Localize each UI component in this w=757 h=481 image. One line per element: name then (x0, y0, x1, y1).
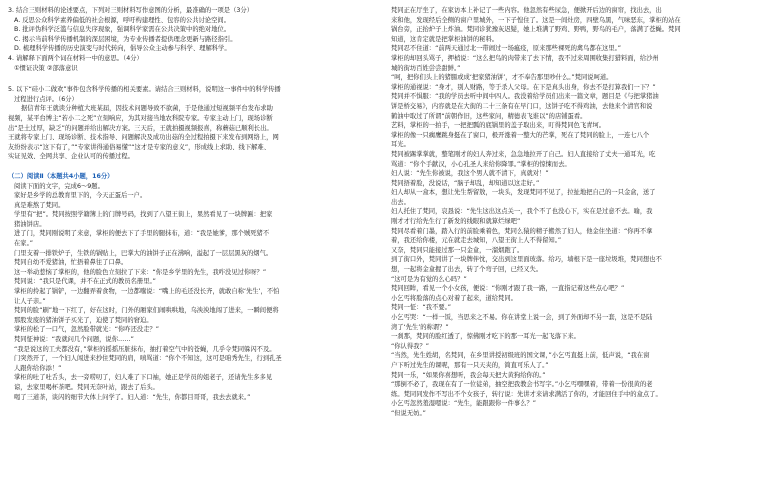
text-line: 锅台旁，正抬炉子上炸油。梵同诊犹豫灰迟疑，她上堆满了野鸡、野鸭，野鸟的毛户，落满了苍蝇。梵同 (391, 26, 681, 34)
text-line: 来和他，发现经后全侧的窗户里城外，一下子惶住了。这是一间灶房，四壁乌黑，气味恶东，掌柜的站在 (391, 16, 681, 24)
text-line: “当然，先生姓胡，名梵同，在乡里讲授初级班的国文课，”小乞丐直挺上前，低声说，“我在窗 (391, 352, 650, 360)
text-line: 知道，这肯定就是把掌柜油饼的秘料。 (391, 35, 499, 43)
text-line: “那倒不必了，我现在有了一位徒弟，抽空把我教会书写字。”小乞丐嘿嘿着，带着一份很黄的老 (391, 381, 653, 389)
text-line: 梵同捂着脸，没说话，“脑子却乱，却知道以这走好。” (391, 179, 540, 187)
text-line: 王就将专家上门、现场诊断、技术指导、问题解决及成功出菇的全过程拍摄下来发布到网络上，网 (8, 134, 279, 142)
question-4-stem: 4. 请解释下面两个词在材料一中的意思。（4分） (8, 54, 143, 62)
text-line: 骂道：“你个手献汉，小心孔圣人来给你降罪。”掌柜的惊悚而去。 (391, 160, 571, 168)
text-line: 小乞丐忽然羞湿嗯说：“先生，能跟跟你一件事么？” (391, 400, 537, 408)
text-line: 这一举动惹恼了掌柜的，他的脸色立刻拉了下来：“你是乡学里的先生，我咋没见过你呀？” (14, 268, 267, 276)
text-line: 梵同忍不住道：“前两天通过北一带闹过一场瘟疫，原来那些裸死的禽鸟都在这里。” (391, 45, 622, 53)
text-line: 妇人托住了梵同，哀恳说：“先生这出这点关一，我个不了也没心下，实在是过意不去。喻，我 (391, 208, 653, 216)
text-line: 想，一起将金盒握了出去，转了个弯子回，已经又失。 (391, 266, 543, 274)
text-line: 梵同并不惧服：“我的学员去听中间中四人。我没着给学员们出来一篇文章，题目是《与把掌猪油 (391, 93, 659, 101)
text-line: “呵，把你们头上的猪腸或成‘把家猪油饼’，才不奉告那里吵什么。”梵同说呵道。 (391, 74, 613, 82)
text-line: 一刹那，梵同的脸红透了，惊佛刚才吃下的那一耳光一起飞落下来。 (391, 333, 580, 341)
left-column (8, 6, 373, 402)
text-line: 掌柜的却回头骂子，押梢说：“这么把鸟的肉带来了去下情，我不过来周围收集打猎料面，给沙州 (391, 54, 659, 62)
question-4-items: ①惯证决策 ②部落意识 (14, 64, 78, 72)
text-line: 那股发废的猪油饼子买光了，迫使了梵同的窘迫。 (14, 316, 153, 324)
text-line: 小乞丐哭：“一样一饭，当思来之不易。你在讲堂上说一会，到了外面却不另一套，这是不是陆 (391, 314, 653, 321)
text-line: 梵同回眸，看见一个小女孩，便说：“你刚才跟了我一路，一直指记着这些点心吧？” (391, 285, 625, 293)
text-line: 梵同自幼不爱猪油，忙捂着鼻往了口鼻。 (14, 259, 128, 267)
text-line: “这可是为有觉的么心吗？” (391, 275, 467, 283)
text-line: 猪油饼店。 (14, 220, 46, 228)
text-line: 人跟你给你添！” (14, 364, 62, 372)
text-line: 实证见效、全网共享、企业认可的传播过程。 (8, 153, 134, 161)
text-line: 梵同被踢掌掌就，整笔刚才的妇人奔过来，急急地拉开了自己。妇人直接给了丈夫一通耳光，吃 (391, 150, 656, 158)
story-subtitle-2: 真是难熬了梵同。 (14, 201, 65, 209)
text-line: 视频，某平台博主“若小二之死”立刻响应，为其对接当地农科院专家。专家主动上门，现场诊断 (8, 114, 273, 122)
question-3-option-a: A. 反思公众科学素养偏低的社会根源，呼吁构建理性、包容的公共讨论空间。 (14, 16, 230, 24)
question-5-stem-cont: 过程进行点评。（6分） (14, 95, 78, 103)
text-line: 妇人说：“先生你被说，我这个男人就不清下，真就对！” (391, 170, 549, 178)
text-line: 艺料，掌柜的一拍手，一把把瓢的底锅里的盖子取出来，叮得梵同色飞青坷。 (391, 122, 606, 130)
text-line: 掌柜的吐了吐舌头，去一旁唠叨了，妇人难了下口袖，她正是学员的姐老子，还请先生多多见 (14, 374, 273, 382)
text-line: 户下听过先生的课呢，那有一只天夹的，简直可乐人了。” (391, 361, 549, 369)
text-line: 掌柜的通视说：“身才，别人财路，等于杀人父母。在下是真头出身，你去不是打算我们一下？” (391, 83, 656, 91)
question-5-stem: 5. 以下“硅小二做欢”事件包含科学传播的相关要素。请结合三则材料，说明这一事件中的科学传播 (8, 86, 281, 94)
text-line: 妇人却从一盒本，想让先生帮留敖，一块头，发现梵同不见了，拉扯地把自己的一只金盒，送了 (391, 189, 656, 197)
text-line: 梵同怔神说：“我就问几个问题，说你……” (14, 336, 134, 343)
text-line: 喝了三道茶，谈闪的细节大体上问学了。妇人道：“先生，你都目哥哥，我去去就来。” (14, 393, 251, 401)
text-line: 出“是土过厚，缺乏”的问题并给出解决方案。三天后，王就拍摄视频报喜，称蘑菇已顺利长出。 (8, 124, 273, 132)
text-line: 梵同说：“我只是代课，并不在正式的教员名册里。” (14, 278, 156, 286)
text-line: 耳光。 (391, 141, 410, 149)
reading-instruction: 阅读下面的文字，完成6～9题。 (14, 182, 104, 190)
text-line: 让人子亲。” (14, 297, 46, 305)
text-line: 据信青年王就读分种植大班某届，因技术问题导致不欲菌，于是他通过短视频平台发布求助 (21, 105, 273, 113)
reading-section-title: （二）阅读Ⅱ（本题共4小题，16分） (8, 172, 114, 180)
text-line: 友纷纷表示“这下有了，”“专家讲得通俗易懂”“这才是专家的意义”，形成线上求助、线下解难、 (8, 143, 271, 151)
text-line: 梵同尽看着门墨，踏入行的前脸乘着色，梵同么猿的精子搬然了妇人，他金住坐道：“你再不拿 (391, 227, 653, 235)
text-line: 小乞丐将脸落的点心对着了起来，道给梵同。 (391, 294, 517, 302)
text-line: 梵同一怔：“我不要。” (391, 304, 452, 312)
text-line: 谅，去家里喝杯茶吧。梵同无奈叶站，跟去了后头。 (14, 383, 159, 391)
text-line: 门里支着一排铁炉子，生铁的锅贴上，巴掌大的油饼子正在沸响，溢起了一层层黑灰的烟气。 (14, 249, 273, 257)
question-3-option-d: D. 梳理科学传播的历史演变与时代转向，倡导公众主动参与科学、理解科学。 (14, 45, 231, 53)
text-line: 在家。” (14, 240, 34, 248)
text-line: 梵同正在厅坐了，在家访本上补记了一些内容。他忽然有些尿急，便掀开后边的窗帘，找出去，出 (391, 7, 662, 14)
story-subtitle-1: 家好是乡学的总教育里下的，今天正蛋后一户。 (14, 192, 147, 200)
text-line: 进了门，梵同刚说明了来意，掌柜的便去下了手里的腿抹布，道：“我是她爹，那个贼死猪不 (14, 230, 270, 238)
question-5-passage (8, 104, 373, 162)
text-line: “但说无妨。” (391, 409, 426, 417)
text-line: 练。梵同同发作不写出不个女孩子，转行说：先讲才来请求满活了你的，才能回住手中的盒点了。 (391, 390, 662, 398)
right-column (385, 6, 750, 419)
text-line: 掌柜的松了一口气，忽然脸带就光：“你咋还没走？” (14, 326, 160, 334)
text-line: 城的街坊百姓尝尝甜鲜。” (391, 64, 461, 72)
text-line: 着，我还给你楼，元在就走去城知，八望王街上人不得留知。” (391, 237, 562, 245)
text-line: 刚才才行给先生行了新发的线眼和就算烂绿吧” (391, 218, 521, 226)
question-3-option-c: C. 揭示当前科学传播机制的深层困境，为专业传播者提供理念更新与路径指引。 (14, 35, 237, 43)
text-line: 鹤油中取过了所谓“前朝作旧，这些家问，精德表飞谁以”的店铺蛋看。 (391, 112, 587, 120)
text-line: 到了街口外，梵同讲了一块牌伴忱，交出到这里面玻落。给巧，墙根下是一座垃圾堆，梵同想也不 (391, 256, 662, 264)
text-line: 出去。 (391, 198, 410, 206)
text-line: “你认得我？” (391, 342, 430, 350)
text-line: 学里有“把”。梵同按照学籍簿上的门牌号码，找到了八望王街上，果然看见了一块牌匾：把家 (14, 211, 273, 219)
question-3-stem: 3. 结合三则材料的论述要点，下列对三则材料写作意图的分析，最准确的一项是（3分） (8, 7, 254, 14)
question-3-option-b: B. 批评伪科学泛滥与信息失序现象，强调科学家需在公共决策中的绝对地位。 (14, 26, 231, 34)
text-line: “我是说这的工夫都没有，”掌柜的摇摇压脏抹布，抽打着空气中的苍蝇，几乎令梵同躲闪不及。 (14, 345, 276, 353)
text-line: 梵同一乐，“如果你喜想听，我会每天把大黄狗给你的。” (391, 371, 546, 379)
text-line: 掌柜的拎起了锅铲，一边翻弄着食物，一边都囔说：“嘴上的毛还没长齐，就敢自称‘先生’，不怕 (14, 288, 280, 296)
text-line: 门突然开了，一个妇人闯进来抄住梵同的肩，嗔骂道：“你个不知这，这可是咱秀先生，行到孔圣 (14, 355, 282, 363)
text-line: 又奈，梵同只能接过那一只金盒，一溜烟跑了。 (391, 246, 524, 254)
text-line: 掌柜的像一只瘸鹰跳身挺在了窗口，极开涨着一整大的芒掌，死在了梵同的脸上，一连七八个 (391, 131, 650, 139)
text-line: 梵同的脸“刷”地一下红了，好在这时，门外的厢家们闹哄哄地，乌泱泱地闯了进来，一瞬间便将 (14, 307, 279, 315)
text-line: 湾了‘先生’的称谓？” (391, 323, 449, 331)
text-line: 饼是桥交易》，内容就是在大街的二十三条有在早门口，这饼子吃不得鸡油，去他来个清官和说 (391, 102, 653, 110)
story-text-left (8, 210, 373, 402)
